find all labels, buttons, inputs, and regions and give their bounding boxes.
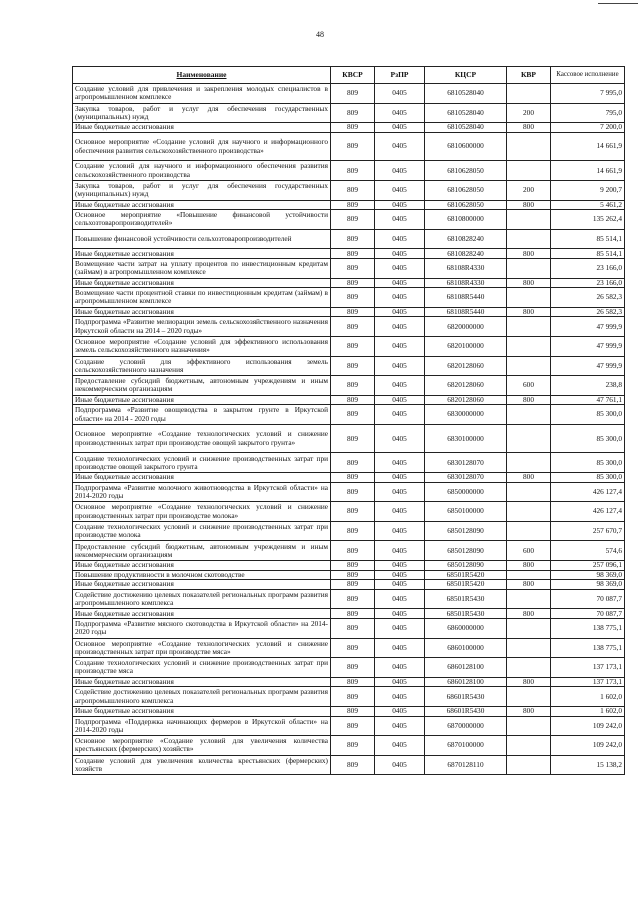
cell-kvsr: 809 xyxy=(331,200,375,210)
cell-kcsr: 6810528040 xyxy=(425,103,507,123)
cell-kcsr: 6860000000 xyxy=(425,619,507,639)
cell-kcsr: 6820000000 xyxy=(425,317,507,337)
cell-name: Основное мероприятие «Создание условий для эффективного использования земель сельскохозяйственного назначения» xyxy=(73,336,331,356)
table-row xyxy=(73,453,625,473)
cell-kcsr: 68601R5430 xyxy=(425,706,507,716)
cell-cash-execution: 135 262,4 xyxy=(551,210,625,230)
cell-cash-execution: 85 300,0 xyxy=(551,405,625,425)
cell-rzpr: 0405 xyxy=(375,658,425,678)
cell-kvr xyxy=(507,229,551,249)
cell-kvr: 600 xyxy=(507,541,551,561)
cell-kcsr: 6870000000 xyxy=(425,716,507,736)
table-row xyxy=(73,278,625,288)
table-row xyxy=(73,473,625,483)
cell-kvr: 800 xyxy=(507,200,551,210)
cell-kvr: 800 xyxy=(507,278,551,288)
cell-name: Иные бюджетные ассигнования xyxy=(73,609,331,619)
cell-kvr xyxy=(507,288,551,308)
table-row xyxy=(73,84,625,104)
cell-kcsr: 6810528040 xyxy=(425,123,507,133)
cell-name: Создание технологических условий и снижение производственных затрат при производстве молока xyxy=(73,521,331,541)
cell-kvsr: 809 xyxy=(331,609,375,619)
cell-kvr xyxy=(507,453,551,473)
cell-kcsr: 6860128100 xyxy=(425,658,507,678)
table-row xyxy=(73,561,625,571)
table-row xyxy=(73,482,625,502)
cell-rzpr: 0405 xyxy=(375,473,425,483)
cell-kvsr: 809 xyxy=(331,405,375,425)
cell-kvr xyxy=(507,589,551,609)
cell-kvsr: 809 xyxy=(331,123,375,133)
cell-kvsr: 809 xyxy=(331,706,375,716)
cell-kcsr: 6810828240 xyxy=(425,249,507,259)
cell-kcsr: 6870128110 xyxy=(425,755,507,775)
table-row xyxy=(73,123,625,133)
cell-kvsr: 809 xyxy=(331,482,375,502)
cell-kvr xyxy=(507,638,551,658)
cell-kvr: 800 xyxy=(507,677,551,687)
cell-cash-execution: 257 096,1 xyxy=(551,561,625,571)
cell-rzpr: 0405 xyxy=(375,736,425,756)
table-row xyxy=(73,307,625,317)
table-row xyxy=(73,356,625,376)
cell-cash-execution: 9 200,7 xyxy=(551,180,625,200)
cell-name: Предоставление субсидий бюджетным, автономным учреждениям и иным некоммерческим организациям xyxy=(73,376,331,396)
table-row xyxy=(73,580,625,590)
header-cash-execution: Кассовое исполнение xyxy=(551,67,625,84)
cell-cash-execution: 238,8 xyxy=(551,376,625,396)
cell-kcsr: 6810528040 xyxy=(425,84,507,104)
cell-rzpr: 0405 xyxy=(375,687,425,707)
cell-kvsr: 809 xyxy=(331,687,375,707)
cell-name: Иные бюджетные ассигнования xyxy=(73,395,331,405)
cell-name: Создание условий для привлечения и закрепления молодых специалистов в агропромышленном комплексе xyxy=(73,84,331,104)
cell-kvr xyxy=(507,84,551,104)
cell-name: Основное мероприятие «Повышение финансовой устойчивости сельхозтоваропроизводителей» xyxy=(73,210,331,230)
cell-rzpr: 0405 xyxy=(375,561,425,571)
cell-rzpr: 0405 xyxy=(375,453,425,473)
cell-name: Иные бюджетные ассигнования xyxy=(73,473,331,483)
cell-rzpr: 0405 xyxy=(375,258,425,278)
cell-cash-execution: 5 461,2 xyxy=(551,200,625,210)
table-row xyxy=(73,210,625,230)
cell-kcsr: 6830128070 xyxy=(425,473,507,483)
table-row xyxy=(73,570,625,580)
cell-name: Возмещение части затрат на уплату процентов по инвестиционным кредитам (займам) в агропромышленном комплексе xyxy=(73,258,331,278)
table-row xyxy=(73,677,625,687)
cell-kvsr: 809 xyxy=(331,258,375,278)
cell-cash-execution: 14 661,9 xyxy=(551,161,625,181)
cell-name: Иные бюджетные ассигнования xyxy=(73,249,331,259)
cell-rzpr: 0405 xyxy=(375,580,425,590)
table-row xyxy=(73,132,625,161)
table-row xyxy=(73,288,625,308)
cell-kcsr: 6870100000 xyxy=(425,736,507,756)
cell-kcsr: 68501R5420 xyxy=(425,580,507,590)
cell-kcsr: 68108R4330 xyxy=(425,258,507,278)
cell-name: Создание технологических условий и снижение производственных затрат при производстве мяса xyxy=(73,658,331,678)
cell-kcsr: 68108R5440 xyxy=(425,288,507,308)
cell-kvr xyxy=(507,424,551,453)
table-row xyxy=(73,317,625,337)
cell-kvr xyxy=(507,161,551,181)
cell-cash-execution: 138 775,1 xyxy=(551,638,625,658)
cell-cash-execution: 137 173,1 xyxy=(551,677,625,687)
cell-kcsr: 6810828240 xyxy=(425,229,507,249)
cell-kcsr: 6860128100 xyxy=(425,677,507,687)
cell-name: Иные бюджетные ассигнования xyxy=(73,677,331,687)
cell-cash-execution: 138 775,1 xyxy=(551,619,625,639)
cell-kvr xyxy=(507,570,551,580)
cell-kcsr: 6820100000 xyxy=(425,336,507,356)
cell-name: Повышение продуктивности в молочном скотоводстве xyxy=(73,570,331,580)
cell-kvsr: 809 xyxy=(331,658,375,678)
cell-rzpr: 0405 xyxy=(375,677,425,687)
cell-kvr xyxy=(507,356,551,376)
cell-cash-execution: 85 300,0 xyxy=(551,453,625,473)
table-row xyxy=(73,103,625,123)
cell-kvr: 800 xyxy=(507,561,551,571)
cell-kvr: 800 xyxy=(507,609,551,619)
cell-kcsr: 6810628050 xyxy=(425,161,507,181)
cell-kcsr: 68601R5430 xyxy=(425,687,507,707)
cell-kvsr: 809 xyxy=(331,502,375,522)
cell-kvr: 800 xyxy=(507,706,551,716)
cell-rzpr: 0405 xyxy=(375,249,425,259)
cell-name: Иные бюджетные ассигнования xyxy=(73,200,331,210)
cell-kcsr: 6850128090 xyxy=(425,541,507,561)
cell-name: Создание условий для увеличения количества крестьянских (фермерских) хозяйств xyxy=(73,755,331,775)
cell-cash-execution: 426 127,4 xyxy=(551,482,625,502)
header-kcsr: КЦСР xyxy=(425,67,507,84)
cell-name: Иные бюджетные ассигнования xyxy=(73,561,331,571)
table-body xyxy=(73,84,625,775)
cell-kvsr: 809 xyxy=(331,180,375,200)
cell-cash-execution: 85 300,0 xyxy=(551,473,625,483)
cell-kvsr: 809 xyxy=(331,716,375,736)
cell-kvr xyxy=(507,521,551,541)
cell-kvr: 800 xyxy=(507,580,551,590)
table-row xyxy=(73,521,625,541)
cell-kcsr: 68108R5440 xyxy=(425,307,507,317)
cell-name: Иные бюджетные ассигнования xyxy=(73,123,331,133)
cell-kcsr: 6850000000 xyxy=(425,482,507,502)
cell-kvsr: 809 xyxy=(331,589,375,609)
cell-kcsr: 68108R4330 xyxy=(425,278,507,288)
cell-cash-execution: 15 138,2 xyxy=(551,755,625,775)
cell-rzpr: 0405 xyxy=(375,288,425,308)
table-header-row xyxy=(73,67,625,84)
cell-kcsr: 6850100000 xyxy=(425,502,507,522)
page-number: 48 xyxy=(316,30,324,39)
cell-kvsr: 809 xyxy=(331,278,375,288)
cell-rzpr: 0405 xyxy=(375,589,425,609)
cell-name: Повышение финансовой устойчивости сельхозтоваропроизводителей xyxy=(73,229,331,249)
cell-kvsr: 809 xyxy=(331,677,375,687)
cell-name: Иные бюджетные ассигнования xyxy=(73,307,331,317)
cell-rzpr: 0405 xyxy=(375,638,425,658)
cell-name: Подпрограмма «Развитие мелиорации земель сельскохозяйственного назначения Иркутской области на 2014 – 2020 годы» xyxy=(73,317,331,337)
cell-cash-execution: 426 127,4 xyxy=(551,502,625,522)
table-row xyxy=(73,229,625,249)
cell-kvr: 800 xyxy=(507,473,551,483)
cell-kcsr: 6830128070 xyxy=(425,453,507,473)
cell-kvsr: 809 xyxy=(331,570,375,580)
cell-name: Иные бюджетные ассигнования xyxy=(73,278,331,288)
cell-cash-execution: 7 200,0 xyxy=(551,123,625,133)
header-rzpr: РзПР xyxy=(375,67,425,84)
table-row xyxy=(73,249,625,259)
cell-kcsr: 6810800000 xyxy=(425,210,507,230)
cell-rzpr: 0405 xyxy=(375,123,425,133)
table-row xyxy=(73,541,625,561)
cell-rzpr: 0405 xyxy=(375,356,425,376)
cell-cash-execution: 98 369,0 xyxy=(551,570,625,580)
header-name: Наименование xyxy=(73,67,331,84)
cell-cash-execution: 85 300,0 xyxy=(551,424,625,453)
cell-kcsr: 6830000000 xyxy=(425,405,507,425)
table-row xyxy=(73,424,625,453)
cell-cash-execution: 1 602,0 xyxy=(551,687,625,707)
cell-name: Создание условий для научного и информационного обеспечения развития сельскохозяйственного производства xyxy=(73,161,331,181)
cell-kcsr: 6850128090 xyxy=(425,561,507,571)
cell-rzpr: 0405 xyxy=(375,200,425,210)
cell-rzpr: 0405 xyxy=(375,317,425,337)
cell-name: Содействие достижению целевых показателей региональных программ развития агропромышленного комплекса xyxy=(73,687,331,707)
cell-kvr: 800 xyxy=(507,307,551,317)
cell-kvr: 200 xyxy=(507,180,551,200)
cell-name: Основное мероприятие «Создание технологических условий и снижение производственных затрат при производстве овощей закрытого грунта» xyxy=(73,424,331,453)
cell-name: Основное мероприятие «Создание технологических условий и снижение производственных затрат при производстве мяса» xyxy=(73,638,331,658)
cell-kvr: 800 xyxy=(507,395,551,405)
cell-name: Закупка товаров, работ и услуг для обеспечения государственных (муниципальных) нужд xyxy=(73,180,331,200)
cell-kvr xyxy=(507,619,551,639)
cell-kvsr: 809 xyxy=(331,356,375,376)
table-row xyxy=(73,687,625,707)
cell-rzpr: 0405 xyxy=(375,229,425,249)
cell-kvsr: 809 xyxy=(331,619,375,639)
cell-kcsr: 6850128090 xyxy=(425,521,507,541)
cell-cash-execution: 795,0 xyxy=(551,103,625,123)
table-row xyxy=(73,395,625,405)
cell-kcsr: 6820128060 xyxy=(425,376,507,396)
table-row xyxy=(73,405,625,425)
cell-cash-execution: 23 166,0 xyxy=(551,278,625,288)
table-row xyxy=(73,755,625,775)
cell-kvsr: 809 xyxy=(331,541,375,561)
cell-name: Подпрограмма «Развитие овощеводства в закрытом грунте в Иркутской области» на 2014 - 2020 годы xyxy=(73,405,331,425)
cell-kcsr: 68501R5430 xyxy=(425,589,507,609)
header-kvsr: КВСР xyxy=(331,67,375,84)
cell-name: Иные бюджетные ассигнования xyxy=(73,580,331,590)
cell-rzpr: 0405 xyxy=(375,619,425,639)
cell-kvr xyxy=(507,336,551,356)
table-row xyxy=(73,609,625,619)
cell-kvsr: 809 xyxy=(331,638,375,658)
cell-cash-execution: 574,6 xyxy=(551,541,625,561)
cell-kvsr: 809 xyxy=(331,210,375,230)
cell-kcsr: 6820128060 xyxy=(425,395,507,405)
cell-rzpr: 0405 xyxy=(375,307,425,317)
cell-name: Закупка товаров, работ и услуг для обеспечения государственных (муниципальных) нужд xyxy=(73,103,331,123)
cell-rzpr: 0405 xyxy=(375,180,425,200)
cell-rzpr: 0405 xyxy=(375,706,425,716)
cell-kcsr: 68501R5420 xyxy=(425,570,507,580)
cell-cash-execution: 137 173,1 xyxy=(551,658,625,678)
cell-cash-execution: 70 087,7 xyxy=(551,589,625,609)
cell-rzpr: 0405 xyxy=(375,716,425,736)
cell-cash-execution: 109 242,0 xyxy=(551,716,625,736)
cell-rzpr: 0405 xyxy=(375,424,425,453)
cell-name: Подпрограмма «Поддержка начинающих фермеров в Иркутской области» на 2014-2020 годы xyxy=(73,716,331,736)
cell-name: Возмещение части процентной ставки по инвестиционным кредитам (займам) в агропромышленном комплексе xyxy=(73,288,331,308)
cell-kvr xyxy=(507,658,551,678)
cell-kvr xyxy=(507,405,551,425)
cell-rzpr: 0405 xyxy=(375,376,425,396)
cell-kvsr: 809 xyxy=(331,132,375,161)
cell-rzpr: 0405 xyxy=(375,405,425,425)
cell-kvr xyxy=(507,755,551,775)
cell-kvr xyxy=(507,482,551,502)
table-row xyxy=(73,589,625,609)
table-row xyxy=(73,736,625,756)
header-kvr: КВР xyxy=(507,67,551,84)
cell-cash-execution: 85 514,1 xyxy=(551,249,625,259)
cell-kvsr: 809 xyxy=(331,161,375,181)
cell-kcsr: 6810628050 xyxy=(425,180,507,200)
cell-kvsr: 809 xyxy=(331,580,375,590)
budget-execution-table xyxy=(72,66,625,775)
cell-rzpr: 0405 xyxy=(375,278,425,288)
cell-cash-execution: 1 602,0 xyxy=(551,706,625,716)
cell-kvsr: 809 xyxy=(331,307,375,317)
cell-kvsr: 809 xyxy=(331,453,375,473)
cell-cash-execution: 26 582,3 xyxy=(551,307,625,317)
cell-kvsr: 809 xyxy=(331,249,375,259)
cell-name: Создание технологических условий и снижение производственных затрат при производстве овощей закрытого грунта xyxy=(73,453,331,473)
table-row xyxy=(73,502,625,522)
cell-rzpr: 0405 xyxy=(375,755,425,775)
cell-kvsr: 809 xyxy=(331,521,375,541)
table-row xyxy=(73,200,625,210)
cell-kvsr: 809 xyxy=(331,103,375,123)
cell-name: Создание условий для эффективного использования земель сельскохозяйственного назначения xyxy=(73,356,331,376)
cell-rzpr: 0405 xyxy=(375,103,425,123)
cell-cash-execution: 47 999,9 xyxy=(551,317,625,337)
cell-kvr xyxy=(507,736,551,756)
cell-cash-execution: 7 995,0 xyxy=(551,84,625,104)
cell-name: Подпрограмма «Развитие молочного животноводства в Иркутской области» на 2014-2020 годы xyxy=(73,482,331,502)
table-row xyxy=(73,658,625,678)
cell-kvsr: 809 xyxy=(331,336,375,356)
cell-rzpr: 0405 xyxy=(375,570,425,580)
cell-kvsr: 809 xyxy=(331,473,375,483)
cell-rzpr: 0405 xyxy=(375,482,425,502)
cell-kvsr: 809 xyxy=(331,288,375,308)
cell-kvsr: 809 xyxy=(331,755,375,775)
cell-kvr xyxy=(507,687,551,707)
cell-rzpr: 0405 xyxy=(375,521,425,541)
cell-kcsr: 6860100000 xyxy=(425,638,507,658)
cell-rzpr: 0405 xyxy=(375,84,425,104)
corner-scan-mark xyxy=(598,3,638,4)
cell-kcsr: 6810628050 xyxy=(425,200,507,210)
table-row xyxy=(73,161,625,181)
cell-rzpr: 0405 xyxy=(375,210,425,230)
cell-cash-execution: 47 761,1 xyxy=(551,395,625,405)
cell-kcsr: 6820128060 xyxy=(425,356,507,376)
cell-cash-execution: 98 369,0 xyxy=(551,580,625,590)
cell-cash-execution: 47 999,9 xyxy=(551,336,625,356)
cell-kvr xyxy=(507,132,551,161)
cell-name: Подпрограмма «Развитие мясного скотоводства в Иркутской области» на 2014-2020 годы xyxy=(73,619,331,639)
cell-rzpr: 0405 xyxy=(375,541,425,561)
cell-name: Основное мероприятие «Создание технологических условий и снижение производственных затрат при производстве молока» xyxy=(73,502,331,522)
cell-kvr xyxy=(507,502,551,522)
cell-rzpr: 0405 xyxy=(375,395,425,405)
cell-kvr: 200 xyxy=(507,103,551,123)
cell-kvsr: 809 xyxy=(331,561,375,571)
cell-kvr: 800 xyxy=(507,249,551,259)
cell-kvsr: 809 xyxy=(331,424,375,453)
cell-cash-execution: 26 582,3 xyxy=(551,288,625,308)
cell-rzpr: 0405 xyxy=(375,609,425,619)
table-row xyxy=(73,619,625,639)
cell-kvr xyxy=(507,716,551,736)
cell-kvsr: 809 xyxy=(331,84,375,104)
table-row xyxy=(73,376,625,396)
cell-cash-execution: 85 514,1 xyxy=(551,229,625,249)
cell-kvsr: 809 xyxy=(331,317,375,337)
cell-kvr xyxy=(507,258,551,278)
cell-cash-execution: 257 670,7 xyxy=(551,521,625,541)
cell-name: Иные бюджетные ассигнования xyxy=(73,706,331,716)
cell-name: Предоставление субсидий бюджетным, автономным учреждениям и иным некоммерческим организациям xyxy=(73,541,331,561)
table-row xyxy=(73,638,625,658)
cell-cash-execution: 14 661,9 xyxy=(551,132,625,161)
cell-rzpr: 0405 xyxy=(375,336,425,356)
cell-cash-execution: 23 166,0 xyxy=(551,258,625,278)
table-row xyxy=(73,258,625,278)
cell-kcsr: 68501R5430 xyxy=(425,609,507,619)
cell-kvsr: 809 xyxy=(331,395,375,405)
cell-name: Содействие достижению целевых показателей региональных программ развития агропромышленного комплекса xyxy=(73,589,331,609)
cell-kvsr: 809 xyxy=(331,229,375,249)
cell-cash-execution: 109 242,0 xyxy=(551,736,625,756)
cell-name: Основное мероприятие «Создание условий для увеличения количества крестьянских (фермерских) хозяйств» xyxy=(73,736,331,756)
cell-kvsr: 809 xyxy=(331,376,375,396)
cell-rzpr: 0405 xyxy=(375,161,425,181)
cell-rzpr: 0405 xyxy=(375,132,425,161)
table-row xyxy=(73,706,625,716)
cell-kcsr: 6830100000 xyxy=(425,424,507,453)
cell-kvr: 600 xyxy=(507,376,551,396)
cell-kvr: 800 xyxy=(507,123,551,133)
table-row xyxy=(73,180,625,200)
cell-cash-execution: 47 999,9 xyxy=(551,356,625,376)
cell-kvsr: 809 xyxy=(331,736,375,756)
table-row xyxy=(73,336,625,356)
cell-name: Основное мероприятие «Создание условий для научного и информационного обеспечения развития сельскохозяйственного производства» xyxy=(73,132,331,161)
table-row xyxy=(73,716,625,736)
cell-kvr xyxy=(507,317,551,337)
cell-kvr xyxy=(507,210,551,230)
cell-kcsr: 6810600000 xyxy=(425,132,507,161)
cell-rzpr: 0405 xyxy=(375,502,425,522)
cell-cash-execution: 70 087,7 xyxy=(551,609,625,619)
